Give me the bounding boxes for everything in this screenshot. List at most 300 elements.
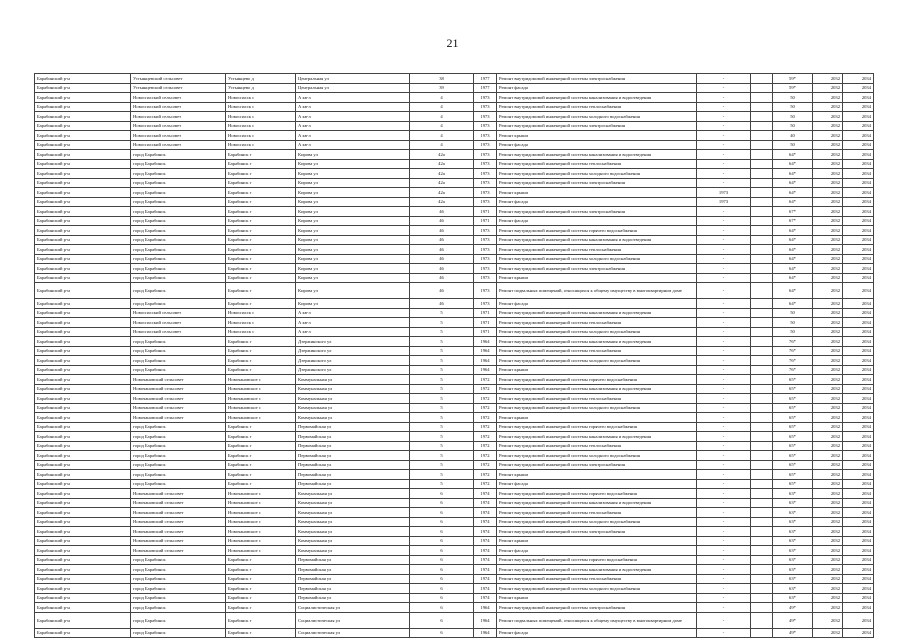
street-cell: Первомайская ул <box>296 565 410 575</box>
area-cell: 65* <box>773 432 813 442</box>
street-cell: Первомайская ул <box>296 470 410 480</box>
house-number-cell: 5 <box>410 346 474 356</box>
table-row <box>35 74 874 84</box>
district-cell: Барабинский р-н <box>35 479 131 489</box>
work-type-cell: Ремонт фасада <box>497 140 697 150</box>
extra-cell <box>751 432 773 442</box>
locality-cell: Барабинск г <box>226 254 296 264</box>
year-cell: - <box>697 273 751 283</box>
house-number-cell: 5 <box>410 308 474 318</box>
district-cell: Барабинский р-н <box>35 226 131 236</box>
start-year-cell: 2032 <box>813 517 843 527</box>
area-cell: 64* <box>773 150 813 160</box>
build-year-cell: 1971 <box>474 216 497 226</box>
council-cell: город Барабинск <box>131 226 226 236</box>
street-cell: Первомайская ул <box>296 460 410 470</box>
extra-cell <box>751 574 773 584</box>
house-number-cell: 6 <box>410 536 474 546</box>
end-year-cell: 2034 <box>843 327 874 337</box>
area-cell: 64* <box>773 178 813 188</box>
extra-cell <box>751 159 773 169</box>
council-cell: город Барабинск <box>131 451 226 461</box>
build-year-cell: 1972 <box>474 441 497 451</box>
street-cell: А кв-л <box>296 102 410 112</box>
district-cell: Барабинский р-н <box>35 527 131 537</box>
house-number-cell: 5 <box>410 451 474 461</box>
extra-cell <box>751 508 773 518</box>
end-year-cell: 2034 <box>843 403 874 413</box>
table-row <box>35 226 874 236</box>
table-row <box>35 169 874 179</box>
build-year-cell: 1977 <box>474 74 497 84</box>
work-type-cell: Ремонт внутридомовой инженерной системы канализования и водоотведения <box>497 337 697 347</box>
street-cell: Социалистическая ул <box>296 628 410 638</box>
capital-repair-table <box>34 73 874 638</box>
locality-cell: Барабинск г <box>226 422 296 432</box>
council-cell: город Барабинск <box>131 460 226 470</box>
extra-cell <box>751 169 773 179</box>
district-cell: Барабинский р-н <box>35 283 131 299</box>
work-type-cell: Ремонт фасада <box>497 83 697 93</box>
locality-cell: Барабинск г <box>226 245 296 255</box>
area-cell: 76* <box>773 356 813 366</box>
year-cell: - <box>697 584 751 594</box>
year-cell: - <box>697 517 751 527</box>
end-year-cell: 2034 <box>843 273 874 283</box>
table-row <box>35 327 874 337</box>
locality-cell: Новоспасск с <box>226 93 296 103</box>
locality-cell: Новочановское с <box>226 527 296 537</box>
build-year-cell: 1972 <box>474 413 497 423</box>
house-number-cell: 42а <box>410 197 474 207</box>
council-cell: город Барабинск <box>131 555 226 565</box>
locality-cell: Барабинск г <box>226 460 296 470</box>
street-cell: Центральная ул <box>296 83 410 93</box>
extra-cell <box>751 121 773 131</box>
street-cell: А кв-л <box>296 318 410 328</box>
street-cell: Центральная ул <box>296 74 410 84</box>
year-cell: - <box>697 83 751 93</box>
extra-cell <box>751 403 773 413</box>
end-year-cell: 2034 <box>843 517 874 527</box>
street-cell: Кирова ул <box>296 245 410 255</box>
start-year-cell: 2032 <box>813 365 843 375</box>
street-cell: А кв-л <box>296 93 410 103</box>
year-cell: - <box>697 413 751 423</box>
area-cell: 50 <box>773 327 813 337</box>
street-cell: А кв-л <box>296 131 410 141</box>
district-cell: Барабинский р-н <box>35 264 131 274</box>
year-cell: - <box>697 546 751 556</box>
table-row <box>35 264 874 274</box>
district-cell: Барабинский р-н <box>35 536 131 546</box>
end-year-cell: 2034 <box>843 470 874 480</box>
build-year-cell: 1972 <box>474 479 497 489</box>
extra-cell <box>751 546 773 556</box>
table-row <box>35 394 874 404</box>
street-cell: Коммунальная ул <box>296 384 410 394</box>
house-number-cell: 6 <box>410 603 474 613</box>
locality-cell: Новочановское с <box>226 489 296 499</box>
table-row <box>35 356 874 366</box>
build-year-cell: 1972 <box>474 394 497 404</box>
start-year-cell: 2032 <box>813 159 843 169</box>
build-year-cell: 1974 <box>474 536 497 546</box>
extra-cell <box>751 422 773 432</box>
street-cell: Первомайская ул <box>296 441 410 451</box>
area-cell: 63* <box>773 508 813 518</box>
build-year-cell: 1964 <box>474 346 497 356</box>
start-year-cell: 2032 <box>813 308 843 318</box>
build-year-cell: 1973 <box>474 264 497 274</box>
table-row <box>35 470 874 480</box>
street-cell: А кв-л <box>296 112 410 122</box>
table-row <box>35 188 874 198</box>
council-cell: Новоспасский сельсовет <box>131 318 226 328</box>
end-year-cell: 2034 <box>843 460 874 470</box>
extra-cell <box>751 337 773 347</box>
house-number-cell: 6 <box>410 546 474 556</box>
build-year-cell: 1973 <box>474 283 497 299</box>
table-row <box>35 375 874 385</box>
work-type-cell: Ремонт внутридомовой инженерной системы холодного водоснабжения <box>497 112 697 122</box>
work-type-cell: Ремонт крыши <box>497 273 697 283</box>
district-cell: Барабинский р-н <box>35 517 131 527</box>
street-cell: Кирова ул <box>296 188 410 198</box>
extra-cell <box>751 327 773 337</box>
end-year-cell: 2034 <box>843 102 874 112</box>
street-cell: Кирова ул <box>296 283 410 299</box>
start-year-cell: 2032 <box>813 337 843 347</box>
house-number-cell: 6 <box>410 555 474 565</box>
house-number-cell: 4 <box>410 102 474 112</box>
work-type-cell: Ремонт внутридомовой инженерной системы канализования и водоотведения <box>497 498 697 508</box>
locality-cell: Новоспасск с <box>226 308 296 318</box>
street-cell: Коммунальная ул <box>296 498 410 508</box>
end-year-cell: 2034 <box>843 318 874 328</box>
street-cell: Коммунальная ул <box>296 508 410 518</box>
house-number-cell: 42а <box>410 159 474 169</box>
council-cell: город Барабинск <box>131 159 226 169</box>
year-cell: - <box>697 264 751 274</box>
council-cell: Новочановский сельсовет <box>131 527 226 537</box>
start-year-cell: 2032 <box>813 546 843 556</box>
table-row <box>35 612 874 628</box>
year-cell: - <box>697 102 751 112</box>
district-cell: Барабинский р-н <box>35 93 131 103</box>
extra-cell <box>751 356 773 366</box>
work-type-cell: Ремонт внутридомовой инженерной системы горячего водоснабжения <box>497 375 697 385</box>
district-cell: Барабинский р-н <box>35 489 131 499</box>
year-cell: - <box>697 356 751 366</box>
year-cell: - <box>697 159 751 169</box>
council-cell: Устьянцевский сельсовет <box>131 74 226 84</box>
area-cell: 76* <box>773 346 813 356</box>
house-number-cell: 5 <box>410 403 474 413</box>
start-year-cell: 2032 <box>813 508 843 518</box>
year-cell: - <box>697 112 751 122</box>
street-cell: Первомайская ул <box>296 555 410 565</box>
end-year-cell: 2034 <box>843 565 874 575</box>
build-year-cell: 1972 <box>474 470 497 480</box>
house-number-cell: 6 <box>410 628 474 638</box>
work-type-cell: Ремонт внутридомовой инженерной системы теплоснабжения <box>497 394 697 404</box>
start-year-cell: 2032 <box>813 197 843 207</box>
council-cell: город Барабинск <box>131 612 226 628</box>
extra-cell <box>751 384 773 394</box>
street-cell: Кирова ул <box>296 264 410 274</box>
work-type-cell: Ремонт внутридомовой инженерной системы электроснабжения <box>497 603 697 613</box>
table-row <box>35 584 874 594</box>
build-year-cell: 1973 <box>474 273 497 283</box>
district-cell: Барабинский р-н <box>35 131 131 141</box>
build-year-cell: 1973 <box>474 226 497 236</box>
area-cell: 64* <box>773 273 813 283</box>
work-type-cell: Ремонт внутридомовой инженерной системы холодного водоснабжения <box>497 403 697 413</box>
start-year-cell: 2032 <box>813 441 843 451</box>
extra-cell <box>751 451 773 461</box>
district-cell: Барабинский р-н <box>35 565 131 575</box>
street-cell: Социалистическая ул <box>296 612 410 628</box>
locality-cell: Новочановское с <box>226 498 296 508</box>
table-row <box>35 273 874 283</box>
table-row <box>35 574 874 584</box>
street-cell: Кирова ул <box>296 178 410 188</box>
build-year-cell: 1971 <box>474 318 497 328</box>
district-cell: Барабинский р-н <box>35 74 131 84</box>
build-year-cell: 1974 <box>474 555 497 565</box>
work-type-cell: Ремонт внутридомовой инженерной системы канализования и водоотведения <box>497 565 697 575</box>
council-cell: город Барабинск <box>131 628 226 638</box>
work-type-cell: Ремонт внутридомовой инженерной системы теплоснабжения <box>497 346 697 356</box>
extra-cell <box>751 140 773 150</box>
year-cell: - <box>697 216 751 226</box>
build-year-cell: 1972 <box>474 422 497 432</box>
district-cell: Барабинский р-н <box>35 422 131 432</box>
build-year-cell: 1973 <box>474 245 497 255</box>
district-cell: Барабинский р-н <box>35 593 131 603</box>
house-number-cell: 5 <box>410 356 474 366</box>
work-type-cell: Ремонт внутридомовой инженерной системы канализования и водоотведения <box>497 235 697 245</box>
area-cell: 76* <box>773 365 813 375</box>
house-number-cell: 6 <box>410 508 474 518</box>
locality-cell: Барабинск г <box>226 283 296 299</box>
start-year-cell: 2032 <box>813 432 843 442</box>
work-type-cell: Ремонт внутридомовой инженерной системы канализования и водоотведения <box>497 384 697 394</box>
work-type-cell: Ремонт внутридомовой инженерной системы теплоснабжения <box>497 102 697 112</box>
locality-cell: Устьянцево д <box>226 74 296 84</box>
build-year-cell: 1974 <box>474 527 497 537</box>
area-cell: 64* <box>773 254 813 264</box>
year-cell: - <box>697 489 751 499</box>
year-cell: - <box>697 527 751 537</box>
area-cell: 65* <box>773 460 813 470</box>
work-type-cell: Ремонт внутридомовой инженерной системы теплоснабжения <box>497 441 697 451</box>
build-year-cell: 1972 <box>474 375 497 385</box>
table-row <box>35 508 874 518</box>
district-cell: Барабинский р-н <box>35 102 131 112</box>
build-year-cell: 1973 <box>474 121 497 131</box>
table-row <box>35 346 874 356</box>
end-year-cell: 2034 <box>843 593 874 603</box>
locality-cell: Барабинск г <box>226 235 296 245</box>
council-cell: город Барабинск <box>131 178 226 188</box>
area-cell: 59* <box>773 74 813 84</box>
table-row <box>35 384 874 394</box>
area-cell: 63* <box>773 527 813 537</box>
end-year-cell: 2034 <box>843 498 874 508</box>
year-cell: - <box>697 441 751 451</box>
year-cell: - <box>697 536 751 546</box>
district-cell: Барабинский р-н <box>35 245 131 255</box>
area-cell: 65* <box>773 441 813 451</box>
table-row <box>35 489 874 499</box>
end-year-cell: 2034 <box>843 603 874 613</box>
district-cell: Барабинский р-н <box>35 159 131 169</box>
table-row <box>35 479 874 489</box>
table-row <box>35 299 874 309</box>
table-row <box>35 112 874 122</box>
work-type-cell: Ремонт подвальных помещений, относящихся к общему имуществу в многоквартирном доме <box>497 612 697 628</box>
house-number-cell: 6 <box>410 574 474 584</box>
district-cell: Барабинский р-н <box>35 603 131 613</box>
council-cell: город Барабинск <box>131 603 226 613</box>
council-cell: город Барабинск <box>131 337 226 347</box>
locality-cell: Барабинск г <box>226 470 296 480</box>
start-year-cell: 2032 <box>813 188 843 198</box>
area-cell: 65* <box>773 470 813 480</box>
house-number-cell: 6 <box>410 593 474 603</box>
table-row <box>35 441 874 451</box>
council-cell: город Барабинск <box>131 169 226 179</box>
locality-cell: Барабинск г <box>226 584 296 594</box>
house-number-cell: 42а <box>410 178 474 188</box>
end-year-cell: 2034 <box>843 159 874 169</box>
district-cell: Барабинский р-н <box>35 384 131 394</box>
area-cell: 63* <box>773 593 813 603</box>
build-year-cell: 1973 <box>474 159 497 169</box>
start-year-cell: 2032 <box>813 375 843 385</box>
work-type-cell: Ремонт внутридомовой инженерной системы канализования и водоотведения <box>497 93 697 103</box>
street-cell: Коммунальная ул <box>296 489 410 499</box>
locality-cell: Барабинск г <box>226 574 296 584</box>
street-cell: Дзержинского ул <box>296 337 410 347</box>
house-number-cell: 39 <box>410 83 474 93</box>
extra-cell <box>751 318 773 328</box>
area-cell: 50 <box>773 112 813 122</box>
extra-cell <box>751 264 773 274</box>
district-cell: Барабинский р-н <box>35 169 131 179</box>
house-number-cell: 46 <box>410 264 474 274</box>
council-cell: город Барабинск <box>131 150 226 160</box>
district-cell: Барабинский р-н <box>35 584 131 594</box>
extra-cell <box>751 112 773 122</box>
work-type-cell: Ремонт внутридомовой инженерной системы теплоснабжения <box>497 159 697 169</box>
year-cell: - <box>697 612 751 628</box>
end-year-cell: 2034 <box>843 628 874 638</box>
year-cell: - <box>697 131 751 141</box>
district-cell: Барабинский р-н <box>35 140 131 150</box>
street-cell: Первомайская ул <box>296 593 410 603</box>
council-cell: Новоспасский сельсовет <box>131 308 226 318</box>
council-cell: город Барабинск <box>131 273 226 283</box>
end-year-cell: 2034 <box>843 612 874 628</box>
street-cell: Кирова ул <box>296 150 410 160</box>
end-year-cell: 2034 <box>843 188 874 198</box>
district-cell: Барабинский р-н <box>35 365 131 375</box>
locality-cell: Барабинск г <box>226 178 296 188</box>
extra-cell <box>751 489 773 499</box>
area-cell: 50 <box>773 308 813 318</box>
extra-cell <box>751 245 773 255</box>
table-row <box>35 245 874 255</box>
build-year-cell: 1974 <box>474 574 497 584</box>
house-number-cell: 5 <box>410 413 474 423</box>
work-type-cell: Ремонт внутридомовой инженерной системы электроснабжения <box>497 74 697 84</box>
extra-cell <box>751 74 773 84</box>
table-row <box>35 422 874 432</box>
council-cell: Новоспасский сельсовет <box>131 131 226 141</box>
end-year-cell: 2034 <box>843 555 874 565</box>
work-type-cell: Ремонт внутридомовой инженерной системы горячего водоснабжения <box>497 226 697 236</box>
table-row <box>35 131 874 141</box>
year-cell: - <box>697 565 751 575</box>
build-year-cell: 1973 <box>474 299 497 309</box>
build-year-cell: 1977 <box>474 83 497 93</box>
council-cell: город Барабинск <box>131 188 226 198</box>
extra-cell <box>751 216 773 226</box>
street-cell: Кирова ул <box>296 299 410 309</box>
year-cell: - <box>697 346 751 356</box>
house-number-cell: 46 <box>410 254 474 264</box>
street-cell: Дзержинского ул <box>296 356 410 366</box>
start-year-cell: 2032 <box>813 264 843 274</box>
table-row <box>35 83 874 93</box>
locality-cell: Барабинск г <box>226 216 296 226</box>
start-year-cell: 2032 <box>813 470 843 480</box>
table-row <box>35 207 874 217</box>
end-year-cell: 2034 <box>843 384 874 394</box>
district-cell: Барабинский р-н <box>35 394 131 404</box>
council-cell: город Барабинск <box>131 299 226 309</box>
work-type-cell: Ремонт фасада <box>497 216 697 226</box>
district-cell: Барабинский р-н <box>35 121 131 131</box>
locality-cell: Новочановское с <box>226 394 296 404</box>
build-year-cell: 1972 <box>474 403 497 413</box>
work-type-cell: Ремонт крыши <box>497 536 697 546</box>
start-year-cell: 2032 <box>813 74 843 84</box>
street-cell: Первомайская ул <box>296 432 410 442</box>
district-cell: Барабинский р-н <box>35 188 131 198</box>
area-cell: 76* <box>773 337 813 347</box>
council-cell: город Барабинск <box>131 346 226 356</box>
council-cell: Новоспасский сельсовет <box>131 93 226 103</box>
house-number-cell: 4 <box>410 112 474 122</box>
work-type-cell: Ремонт фасада <box>497 628 697 638</box>
house-number-cell: 6 <box>410 565 474 575</box>
council-cell: город Барабинск <box>131 207 226 217</box>
year-cell: - <box>697 254 751 264</box>
house-number-cell: 6 <box>410 489 474 499</box>
street-cell: Коммунальная ул <box>296 403 410 413</box>
start-year-cell: 2032 <box>813 178 843 188</box>
district-cell: Барабинский р-н <box>35 337 131 347</box>
work-type-cell: Ремонт внутридомовой инженерной системы электроснабжения <box>497 460 697 470</box>
build-year-cell: 1973 <box>474 150 497 160</box>
street-cell: Первомайская ул <box>296 422 410 432</box>
council-cell: Новоспасский сельсовет <box>131 327 226 337</box>
work-type-cell: Ремонт крыши <box>497 188 697 198</box>
